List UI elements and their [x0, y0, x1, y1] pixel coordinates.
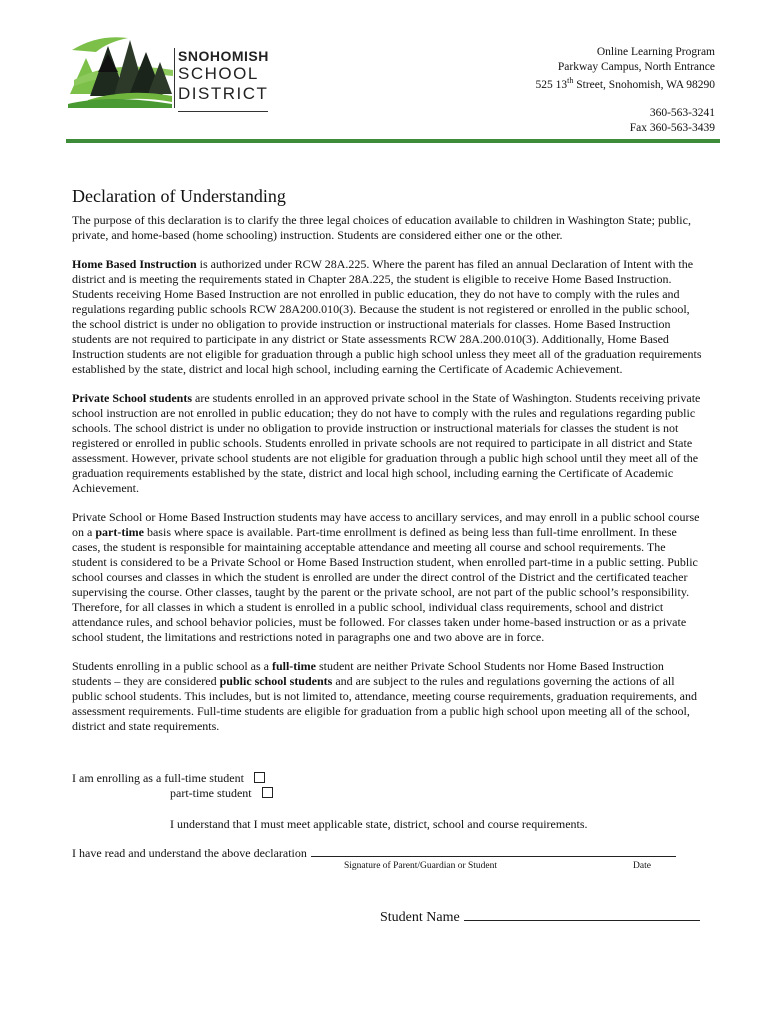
student-name-field[interactable] [464, 908, 700, 921]
logo-line-3: DISTRICT [178, 84, 269, 103]
date-label: Date [633, 861, 651, 871]
student-name-line: Student Name [380, 908, 700, 926]
full-time-row: I am enrolling as a full-time student [72, 771, 273, 786]
full-time-paragraph: Students enrolling in a public school as a full-time student are neither Private School Students nor Home Based Instruction students – they are considered public school students and are subject to the rules and regulations governing the actions of all public school students. This includes, but is not limited to, attendance, meeting course requirements, graduation requirements, and assessment requirements. Full-time students are eligible for graduation from a public high school upon meeting all of the school, district and state requirements. [72, 659, 697, 733]
full-time-checkbox[interactable] [254, 772, 265, 783]
logo-line-2: SCHOOL [178, 64, 259, 83]
part-time-checkbox[interactable] [262, 787, 273, 798]
document-body [72, 185, 702, 748]
program-name: Online Learning Program [596, 46, 715, 58]
signature-label: Signature of Parent/Guardian or Student [344, 861, 498, 871]
logo-divider [174, 48, 175, 108]
document-title: Declaration of Understanding [72, 186, 286, 206]
header-divider [66, 139, 720, 143]
logo-wordmark [178, 48, 269, 104]
part-time-row: part-time student [72, 786, 273, 801]
enrollment-choice [72, 771, 273, 801]
street-address: 525 13th Street, Snohomish, WA 98290 [535, 76, 715, 91]
logo-line-1: SNOHOMISH [178, 48, 269, 64]
fax-number: Fax 360-563-3439 [629, 121, 715, 134]
understand-statement: I understand that I must meet applicable state, district, school and course requirements. [170, 817, 588, 831]
logo-underline [178, 111, 268, 112]
campus-name: Parkway Campus, North Entrance [557, 60, 715, 73]
private-school-paragraph: Private School students are students enrolled in an approved private school in the State of Washington. Students receiving private school instruction are not enrolled in public education; they do not have to comply with the rules and regulations regarding public schools. The school district is under no obligation to provide instruction or instructional materials for classes the student is not registered or enrolled in public schools. Students enrolled in private schools are not required to participate in all district and State assessment. However, private school students are not eligible for graduation through a public high school until they meet all of the graduation requirements established by the state, district and local high school, including earning the Certificate of Academic Achievement. [72, 391, 701, 495]
phone-number: 360-563-3241 [649, 107, 715, 120]
signature-field[interactable] [311, 846, 676, 857]
part-time-paragraph: Private School or Home Based Instruction students may have access to ancillary services, and may enroll in a public school course on a part-time basis where space is available. Part-time enrollment is defined as being less than full-time enrollment. In these cases, the student is responsible for maintaining acceptable attendance and meeting all course and school requirements. The student is considered to be a Private School or Home Based Instruction student, when enrolled part-time in a public setting. Public school courses and classes in which the student is enrolled are under the direct control of the District and the certificated teacher supervising the course. Other classes, taught by the parent or the private school, are not part of the public school’s responsibility. Therefore, for all classes in which a student is enrolled in a public school, individual class requirements, school and district attendance rules, and school behavior policies, must be followed. For classes taken under home-based instruction or as a private school student, the limitations and restrictions noted in paragraphs one and two above are in force. [72, 510, 700, 644]
intro-paragraph: The purpose of this declaration is to clarify the three legal choices of education available to children in Washington State; public, private, and home-based (home schooling) instruction. Students are considered either one or the other. [72, 213, 691, 242]
address-block [536, 45, 716, 135]
home-based-paragraph: Home Based Instruction is authorized under RCW 28A.225. Where the parent has filed an annual Declaration of Intent with the district and is meeting the requirements stated in Chapter 28A.225, the student is eligible to receive Home Based Instruction. Students receiving Home Based Instruction are not enrolled in public education, they do not have to comply with the rules and regulations regarding public schools RCW 28A200.010(3). Because the student is not registered or enrolled in the public school, the school district is under no obligation to provide instruction or instructional materials for classes. Home Based Instruction students are not required to participate in any district or State assessments RCW 28A.200.010(3). Additionally, Home Based Instruction students are not eligible for graduation through a public high school unless they meet all of the graduation requirements established by the state, district and local high school, including earning the Certificate of Academic Achievement. [72, 257, 702, 376]
declaration-line: I have read and understand the above declaration [72, 846, 676, 861]
